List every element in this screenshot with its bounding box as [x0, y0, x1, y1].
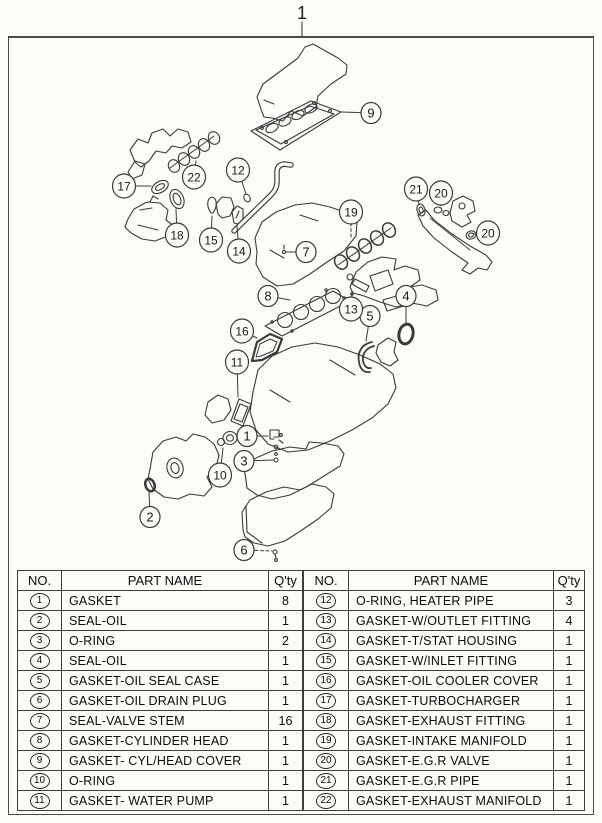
table-row	[304, 691, 585, 711]
part-no-cell	[18, 671, 62, 691]
circled-part-number: 10	[30, 773, 50, 789]
circled-part-number: 13	[316, 613, 336, 629]
circled-part-number: 11	[30, 793, 50, 809]
oil-pan-drawing	[242, 484, 334, 546]
svg-text:7: 7	[302, 244, 310, 260]
svg-text:19: 19	[344, 205, 358, 220]
part-qty-cell: 1	[554, 711, 585, 731]
callout-balloon-18	[166, 209, 189, 247]
svg-text:22: 22	[187, 170, 201, 185]
part-name-cell: GASKET-W/INLET FITTING	[349, 651, 554, 671]
callout-balloon-20	[473, 221, 500, 245]
table-row	[304, 711, 585, 731]
svg-text:20: 20	[481, 226, 495, 241]
table-row	[304, 771, 585, 791]
svg-text:2: 2	[146, 509, 154, 525]
engine-block-drawing	[250, 343, 396, 452]
circled-part-number: 19	[316, 733, 336, 749]
table-row	[304, 591, 585, 611]
part-qty-cell: 1	[554, 671, 585, 691]
part-name-cell: GASKET-OIL SEAL CASE	[62, 671, 269, 691]
drain-plug-drawing	[273, 550, 277, 561]
svg-text:8: 8	[264, 288, 272, 304]
callout-balloon-19	[340, 200, 363, 239]
assembly-ref-label	[297, 3, 307, 36]
callout-balloon-15	[200, 216, 223, 252]
part-qty-cell: 1	[554, 691, 585, 711]
col-header-no: NO.	[18, 571, 62, 591]
part-no-cell	[18, 691, 62, 711]
part-qty-cell: 3	[554, 591, 585, 611]
part-qty-cell: 1	[269, 611, 303, 631]
part-qty-cell: 1	[554, 731, 585, 751]
svg-text:3: 3	[240, 453, 248, 469]
svg-text:6: 6	[240, 542, 248, 558]
part-qty-cell: 1	[269, 771, 303, 791]
part-no-cell	[304, 651, 349, 671]
col-header-qty: Q'ty	[269, 571, 303, 591]
circled-part-number: 18	[316, 713, 336, 729]
svg-text:21: 21	[409, 182, 423, 197]
oil-seal-case-gasket-drawing	[359, 338, 398, 372]
part-name-cell: GASKET- WATER PUMP	[62, 791, 269, 811]
parts-table-left	[17, 570, 303, 811]
outlet-fitting-drawing	[347, 274, 369, 295]
part-name-cell: GASKET-INTAKE MANIFOLD	[349, 731, 554, 751]
part-name-cell: GASKET-TURBOCHARGER	[349, 691, 554, 711]
part-qty-cell: 1	[269, 651, 303, 671]
table-header-row	[18, 571, 303, 591]
callout-balloon-7	[286, 242, 316, 263]
table-row	[18, 771, 303, 791]
part-qty-cell: 1	[269, 671, 303, 691]
seal-oil-front-drawing	[144, 477, 157, 492]
part-no-cell	[18, 731, 62, 751]
part-no-cell	[18, 711, 62, 731]
table-row	[18, 731, 303, 751]
part-name-cell: GASKET-CYLINDER HEAD	[62, 731, 269, 751]
svg-text:4: 4	[402, 288, 410, 304]
part-no-cell	[304, 791, 349, 811]
table-row	[18, 691, 303, 711]
part-name-cell: GASKET-EXHAUST MANIFOLD	[349, 791, 554, 811]
col-header-part-name: PART NAME	[349, 571, 554, 591]
part-name-cell: GASKET-W/OUTLET FITTING	[349, 611, 554, 631]
part-no-cell	[304, 591, 349, 611]
circled-part-number: 15	[316, 653, 336, 669]
exhaust-manifold-drawing	[350, 257, 438, 311]
table-row	[18, 631, 303, 651]
table-row	[18, 751, 303, 771]
callout-balloon-2	[140, 490, 160, 528]
callout-balloon-21	[405, 177, 428, 204]
oring-10-drawing	[218, 432, 238, 446]
callout-balloon-20	[430, 181, 453, 206]
circled-part-number: 4	[30, 653, 50, 669]
parts-table-section	[17, 570, 585, 811]
table-row	[18, 671, 303, 691]
col-header-no: NO.	[304, 571, 349, 591]
part-no-cell	[18, 611, 62, 631]
exhaust-fitting-gasket-drawing	[167, 187, 187, 210]
svg-text:1: 1	[243, 428, 251, 444]
svg-text:18: 18	[170, 228, 184, 243]
callout-balloon-4	[396, 286, 416, 325]
part-no-cell	[18, 791, 62, 811]
circled-part-number: 8	[30, 733, 50, 749]
part-qty-cell: 1	[269, 731, 303, 751]
part-name-cell: GASKET- CYL/HEAD COVER	[62, 751, 269, 771]
callout-balloon-10	[209, 448, 232, 487]
table-header-row	[304, 571, 585, 591]
svg-text:9: 9	[367, 105, 375, 121]
circled-part-number: 5	[30, 673, 50, 689]
part-no-cell	[304, 611, 349, 631]
col-header-qty: Q'ty	[554, 571, 585, 591]
tstat-housing-gasket-drawing	[216, 197, 243, 224]
part-qty-cell: 1	[269, 751, 303, 771]
circled-part-number: 12	[316, 593, 336, 609]
part-no-cell	[18, 771, 62, 791]
part-no-cell	[304, 751, 349, 771]
part-name-cell: O-RING	[62, 771, 269, 791]
circled-part-number: 7	[30, 713, 50, 729]
part-qty-cell: 1	[269, 691, 303, 711]
part-name-cell: GASKET-EXHAUST FITTING	[349, 711, 554, 731]
callout-balloon-3	[234, 451, 274, 472]
svg-text:20: 20	[434, 186, 448, 201]
part-name-cell: GASKET-OIL DRAIN PLUG	[62, 691, 269, 711]
part-name-cell: SEAL-OIL	[62, 651, 269, 671]
table-row	[18, 611, 303, 631]
callout-balloon-1	[237, 426, 268, 447]
svg-text:17: 17	[117, 179, 131, 194]
part-qty-cell: 16	[269, 711, 303, 731]
part-name-cell: SEAL-OIL	[62, 611, 269, 631]
table-row	[18, 591, 303, 611]
circled-part-number: 6	[30, 693, 50, 709]
col-header-part-name: PART NAME	[62, 571, 269, 591]
svg-text:12: 12	[231, 163, 245, 178]
part-no-cell	[304, 731, 349, 751]
part-no-cell	[304, 631, 349, 651]
table-row	[304, 671, 585, 691]
svg-text:16: 16	[235, 324, 249, 339]
circled-part-number: 2	[30, 613, 50, 629]
part-name-cell: GASKET-OIL COOLER COVER	[349, 671, 554, 691]
part-name-cell: GASKET-E.G.R VALVE	[349, 751, 554, 771]
part-qty-cell: 2	[269, 631, 303, 651]
part-no-cell	[18, 631, 62, 651]
circled-part-number: 21	[316, 773, 336, 789]
callout-balloon-17	[113, 174, 152, 198]
table-row	[304, 791, 585, 811]
part-qty-cell: 1	[269, 791, 303, 811]
svg-text:13: 13	[344, 302, 358, 317]
table-row	[304, 631, 585, 651]
valve-cover-gasket-drawing	[251, 101, 341, 150]
part-qty-cell: 4	[554, 611, 585, 631]
front-cover-drawing	[148, 434, 219, 499]
circled-part-number: 14	[316, 633, 336, 649]
circled-part-number: 3	[30, 633, 50, 649]
part-name-cell: GASKET-E.G.R PIPE	[349, 771, 554, 791]
intake-manifold-gasket-drawing	[128, 129, 222, 179]
water-pump-gasket-drawing	[205, 395, 251, 426]
callout-balloon-9	[342, 103, 381, 124]
parts-table-right	[303, 570, 585, 811]
part-qty-cell: 8	[269, 591, 303, 611]
callout-balloon-16	[231, 319, 258, 343]
circled-part-number: 17	[316, 693, 336, 709]
part-qty-cell: 1	[554, 631, 585, 651]
part-no-cell	[18, 751, 62, 771]
svg-text:10: 10	[213, 468, 227, 483]
svg-text:11: 11	[230, 355, 244, 370]
part-no-cell	[18, 651, 62, 671]
part-name-cell: O-RING, HEATER PIPE	[349, 591, 554, 611]
part-qty-cell: 1	[554, 791, 585, 811]
part-qty-cell: 1	[554, 771, 585, 791]
table-row	[304, 651, 585, 671]
table-row	[18, 711, 303, 731]
table-row	[304, 751, 585, 771]
table-row	[304, 611, 585, 631]
circled-part-number: 1	[30, 593, 50, 609]
part-no-cell	[304, 771, 349, 791]
svg-text:5: 5	[366, 308, 374, 324]
table-row	[304, 731, 585, 751]
svg-text:14: 14	[232, 244, 246, 259]
circled-part-number: 20	[316, 753, 336, 769]
part-no-cell	[304, 671, 349, 691]
table-row	[18, 791, 303, 811]
callout-balloon-11	[226, 350, 249, 397]
part-qty-cell: 1	[554, 651, 585, 671]
valve-stem-seal-drawing	[282, 245, 285, 254]
circled-part-number: 22	[316, 793, 336, 809]
part-name-cell: O-RING	[62, 631, 269, 651]
part-name-cell: SEAL-VALVE STEM	[62, 711, 269, 731]
turbocharger-gasket-drawing	[149, 178, 170, 197]
oil-pan-gasket-drawing	[244, 442, 344, 499]
part-no-cell	[304, 711, 349, 731]
svg-text:15: 15	[204, 233, 218, 248]
water-inlet-gasket-drawing	[208, 197, 217, 213]
oring-3-drawing	[274, 458, 278, 462]
callout-balloon-12	[227, 158, 250, 194]
svg-text:1: 1	[296, 3, 308, 23]
table-row	[18, 651, 303, 671]
part-qty-cell: 1	[554, 751, 585, 771]
callout-balloon-8	[258, 286, 290, 307]
callout-balloon-14	[228, 226, 251, 263]
callout-balloon-5	[360, 306, 380, 342]
part-name-cell: GASKET-T/STAT HOUSING	[349, 631, 554, 651]
circled-part-number: 9	[30, 753, 50, 769]
seal-oil-rear-drawing	[397, 323, 415, 345]
part-no-cell	[18, 591, 62, 611]
part-no-cell	[304, 691, 349, 711]
part-name-cell: GASKET	[62, 591, 269, 611]
circled-part-number: 16	[316, 673, 336, 689]
